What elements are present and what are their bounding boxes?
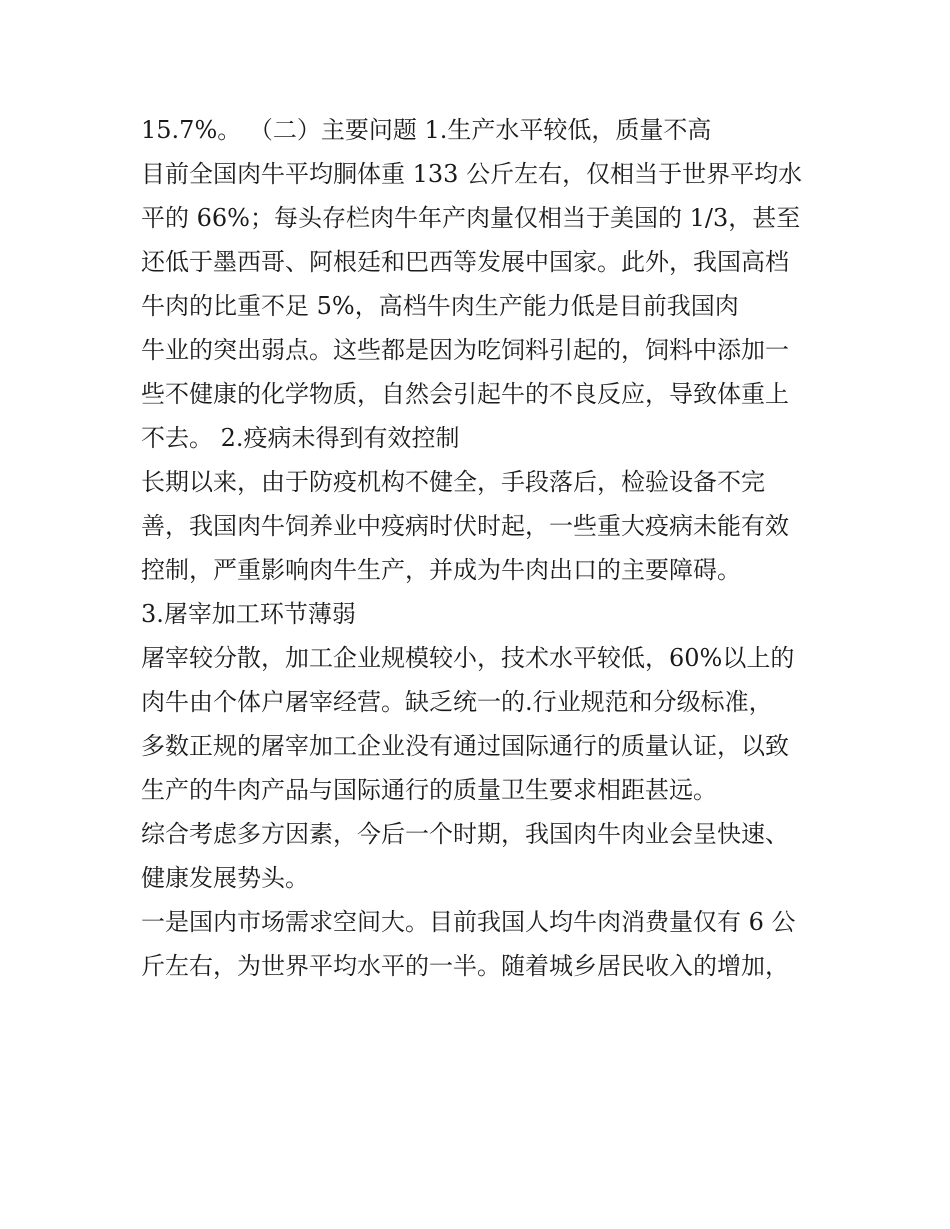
text-line: 目前全国肉牛平均胴体重 133 公斤左右，仅相当于世界平均水 [141,160,803,188]
text-line: 控制，严重影响肉牛生产，并成为牛肉出口的主要障碍。 [141,556,741,584]
text-line: 多数正规的屠宰加工企业没有通过国际通行的质量认证，以致 [141,732,789,760]
text-line: 牛业的突出弱点。这些都是因为吃饲料引起的，饲料中添加一 [141,336,789,364]
text-line: 些不健康的化学物质，自然会引起牛的不良反应，导致体重上 [141,380,789,408]
text-line: 善，我国肉牛饲养业中疫病时伏时起，一些重大疫病未能有效 [141,512,789,540]
text-line: 不去。 2.疫病未得到有效控制 [141,424,460,452]
text-line: 还低于墨西哥、阿根廷和巴西等发展中国家。此外，我国高档 [141,248,789,276]
text-line: 屠宰较分散，加工企业规模较小，技术水平较低，60%以上的 [141,644,795,672]
text-line: 3.屠宰加工环节薄弱 [141,600,356,628]
text-line: 健康发展势头。 [141,864,309,892]
body-text [141,108,821,988]
text-line: 综合考虑多方因素，今后一个时期，我国肉牛肉业会呈快速、 [141,820,789,848]
text-line: 一是国内市场需求空间大。目前我国人均牛肉消费量仅有 6 公 [141,908,796,936]
text-line: 斤左右，为世界平均水平的一半。随着城乡居民收入的增加， [141,952,789,980]
text-line: 平的 66%；每头存栏肉牛年产肉量仅相当于美国的 1/3，甚至 [141,204,801,232]
text-line: 肉牛由个体户屠宰经营。缺乏统一的.行业规范和分级标准， [141,688,773,716]
text-line: 15.7%。 （二）主要问题 1.生产水平较低，质量不高 [141,116,712,144]
text-line: 生产的牛肉产品与国际通行的质量卫生要求相距甚远。 [141,776,717,804]
text-line: 长期以来，由于防疫机构不健全，手段落后，检验设备不完 [141,468,765,496]
text-line: 牛肉的比重不足 5%，高档牛肉生产能力低是目前我国肉 [141,292,739,320]
